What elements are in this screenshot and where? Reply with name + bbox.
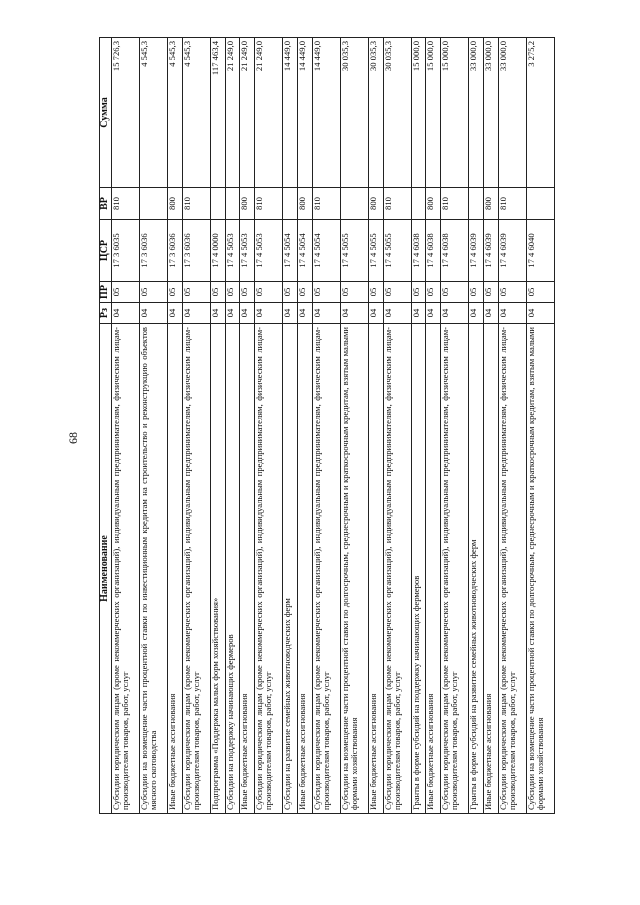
cell-rz: 04 <box>469 303 484 324</box>
cell-pr: 05 <box>167 282 182 303</box>
cell-pr: 05 <box>483 282 498 303</box>
page-number: 68 <box>66 432 80 444</box>
cell-csr: 17 3 6036 <box>167 220 182 282</box>
cell-name: Иные бюджетные ассигнования <box>167 324 182 814</box>
cell-vr <box>139 188 167 220</box>
cell-csr: 17 4 6038 <box>441 220 469 282</box>
cell-pr: 05 <box>368 282 383 303</box>
cell-sum: 15 726,3 <box>111 38 139 188</box>
cell-csr: 17 4 5054 <box>312 220 340 282</box>
cell-vr <box>283 188 298 220</box>
cell-sum: 21 249,0 <box>225 38 240 188</box>
cell-vr <box>526 188 554 220</box>
cell-csr: 17 4 6039 <box>469 220 484 282</box>
cell-pr: 05 <box>139 282 167 303</box>
cell-csr: 17 4 0000 <box>210 220 225 282</box>
column-header-sum: Сумма <box>100 38 112 188</box>
cell-name: Субсидии юридическим лицам (кроме некоммерческих организаций), индивидуальным предпринимателям, физическим лицам-производителям товаров, работ, услуг <box>182 324 210 814</box>
table-row <box>483 38 498 814</box>
column-header-pr: ПР <box>100 282 112 303</box>
cell-pr: 05 <box>297 282 312 303</box>
cell-vr: 810 <box>312 188 340 220</box>
cell-sum: 15 000,0 <box>426 38 441 188</box>
cell-name: Субсидии юридическим лицам (кроме некоммерческих организаций), индивидуальным предпринимателям, физическим лицам-производителям товаров, работ, услуг <box>111 324 139 814</box>
cell-vr: 800 <box>297 188 312 220</box>
table-row <box>498 38 526 814</box>
cell-name: Подпрограмма «Поддержка малых форм хозяйствования» <box>210 324 225 814</box>
cell-name: Субсидии на возмещение части процентной ставки по инвестиционным кредитам на строительство и реконструкцию объектов мясного скотоводства <box>139 324 167 814</box>
cell-csr: 17 4 5054 <box>283 220 298 282</box>
cell-pr: 05 <box>283 282 298 303</box>
table-row <box>469 38 484 814</box>
cell-pr: 05 <box>469 282 484 303</box>
cell-rz: 04 <box>483 303 498 324</box>
table-row <box>182 38 210 814</box>
cell-name: Иные бюджетные ассигнования <box>483 324 498 814</box>
cell-pr: 05 <box>182 282 210 303</box>
cell-csr: 17 4 5053 <box>240 220 255 282</box>
column-header-name: Наименование <box>100 324 112 814</box>
cell-rz: 04 <box>139 303 167 324</box>
cell-name: Гранты в форме субсидий на развитие семейных животноводческих ферм <box>469 324 484 814</box>
cell-sum: 21 249,0 <box>255 38 283 188</box>
cell-rz: 04 <box>526 303 554 324</box>
cell-vr: 810 <box>498 188 526 220</box>
cell-rz: 04 <box>340 303 368 324</box>
cell-vr: 800 <box>368 188 383 220</box>
cell-csr: 17 4 6039 <box>483 220 498 282</box>
cell-csr: 17 4 5055 <box>383 220 411 282</box>
cell-name: Субсидии юридическим лицам (кроме некоммерческих организаций), индивидуальным предпринимателям, физическим лицам-производителям товаров, работ, услуг <box>312 324 340 814</box>
cell-rz: 04 <box>240 303 255 324</box>
cell-name: Иные бюджетные ассигнования <box>368 324 383 814</box>
cell-sum: 3 275,2 <box>526 38 554 188</box>
column-header-rz: Рз <box>100 303 112 324</box>
table-row <box>526 38 554 814</box>
cell-sum: 33 000,0 <box>469 38 484 188</box>
rotated-table-container <box>99 38 555 814</box>
cell-name: Субсидии юридическим лицам (кроме некоммерческих организаций), индивидуальным предпринимателям, физическим лицам-производителям товаров, работ, услуг <box>383 324 411 814</box>
cell-rz: 04 <box>225 303 240 324</box>
column-header-csr: ЦСР <box>100 220 112 282</box>
cell-pr: 05 <box>312 282 340 303</box>
cell-sum: 14 449,0 <box>297 38 312 188</box>
cell-vr <box>210 188 225 220</box>
cell-csr: 17 4 6040 <box>526 220 554 282</box>
table-row <box>225 38 240 814</box>
cell-rz: 04 <box>210 303 225 324</box>
cell-name: Гранты в форме субсидий на поддержку начинающих фермеров <box>411 324 426 814</box>
cell-vr <box>469 188 484 220</box>
cell-rz: 04 <box>426 303 441 324</box>
cell-rz: 04 <box>441 303 469 324</box>
cell-sum: 33 000,0 <box>498 38 526 188</box>
cell-name: Субсидии на поддержку начинающих фермеров <box>225 324 240 814</box>
cell-csr: 17 4 5054 <box>297 220 312 282</box>
cell-name: Субсидии юридическим лицам (кроме некоммерческих организаций), индивидуальным предпринимателям, физическим лицам-производителям товаров, работ, услуг <box>255 324 283 814</box>
table-header-row <box>100 38 112 814</box>
cell-sum: 21 249,0 <box>240 38 255 188</box>
cell-pr: 05 <box>340 282 368 303</box>
table-row <box>240 38 255 814</box>
budget-table <box>99 37 555 814</box>
table-row <box>139 38 167 814</box>
table-row <box>111 38 139 814</box>
cell-vr <box>225 188 240 220</box>
cell-sum: 4 545,3 <box>182 38 210 188</box>
cell-rz: 04 <box>167 303 182 324</box>
cell-pr: 05 <box>526 282 554 303</box>
table-row <box>297 38 312 814</box>
cell-sum: 15 000,0 <box>441 38 469 188</box>
cell-name: Субсидии юридическим лицам (кроме некоммерческих организаций), индивидуальным предпринимателям, физическим лицам-производителям товаров, работ, услуг <box>498 324 526 814</box>
cell-name: Иные бюджетные ассигнования <box>297 324 312 814</box>
cell-sum: 4 545,3 <box>139 38 167 188</box>
cell-csr: 17 4 6038 <box>426 220 441 282</box>
cell-name: Субсидии на возмещение части процентной ставки по долгосрочным, среднесрочным и краткосрочным кредитам, взятым малыми формами хозяйствования <box>526 324 554 814</box>
cell-sum: 30 035,3 <box>383 38 411 188</box>
cell-pr: 05 <box>111 282 139 303</box>
cell-name: Субсидии на развитие семейных животноводческих ферм <box>283 324 298 814</box>
cell-vr: 800 <box>483 188 498 220</box>
cell-name: Иные бюджетные ассигнования <box>240 324 255 814</box>
cell-pr: 05 <box>383 282 411 303</box>
cell-pr: 05 <box>240 282 255 303</box>
cell-vr <box>411 188 426 220</box>
table-row <box>283 38 298 814</box>
table-row <box>340 38 368 814</box>
cell-vr: 800 <box>426 188 441 220</box>
table-row <box>312 38 340 814</box>
cell-csr: 17 3 6035 <box>111 220 139 282</box>
cell-csr: 17 3 6036 <box>182 220 210 282</box>
cell-rz: 04 <box>383 303 411 324</box>
cell-sum: 14 449,0 <box>312 38 340 188</box>
cell-rz: 04 <box>111 303 139 324</box>
cell-vr: 810 <box>111 188 139 220</box>
table-row <box>411 38 426 814</box>
cell-pr: 05 <box>441 282 469 303</box>
table-row <box>167 38 182 814</box>
table-body <box>111 38 554 814</box>
cell-vr: 810 <box>383 188 411 220</box>
table-row <box>383 38 411 814</box>
table-row <box>426 38 441 814</box>
cell-rz: 04 <box>312 303 340 324</box>
cell-csr: 17 4 5055 <box>368 220 383 282</box>
cell-pr: 05 <box>426 282 441 303</box>
cell-csr: 17 4 5053 <box>225 220 240 282</box>
table-row <box>255 38 283 814</box>
cell-rz: 04 <box>297 303 312 324</box>
cell-vr: 800 <box>167 188 182 220</box>
cell-sum: 30 035,3 <box>340 38 368 188</box>
cell-rz: 04 <box>255 303 283 324</box>
table-row <box>368 38 383 814</box>
cell-csr: 17 4 6039 <box>498 220 526 282</box>
cell-vr: 810 <box>441 188 469 220</box>
cell-pr: 05 <box>498 282 526 303</box>
cell-sum: 4 545,3 <box>167 38 182 188</box>
cell-rz: 04 <box>182 303 210 324</box>
cell-name: Субсидии на возмещение части процентной ставки по долгосрочным, среднесрочным и краткосрочным кредитам, взятым малыми формами хозяйствования <box>340 324 368 814</box>
cell-sum: 30 035,3 <box>368 38 383 188</box>
cell-vr: 800 <box>240 188 255 220</box>
table-row <box>210 38 225 814</box>
cell-pr: 05 <box>255 282 283 303</box>
table-row <box>441 38 469 814</box>
cell-pr: 05 <box>225 282 240 303</box>
cell-sum: 117 463,4 <box>210 38 225 188</box>
cell-sum: 33 000,0 <box>483 38 498 188</box>
cell-csr: 17 4 5053 <box>255 220 283 282</box>
cell-csr: 17 4 5055 <box>340 220 368 282</box>
cell-pr: 05 <box>210 282 225 303</box>
cell-sum: 15 000,0 <box>411 38 426 188</box>
cell-name: Субсидии юридическим лицам (кроме некоммерческих организаций), индивидуальным предпринимателям, физическим лицам-производителям товаров, работ, услуг <box>441 324 469 814</box>
cell-vr: 810 <box>255 188 283 220</box>
cell-sum: 14 449,0 <box>283 38 298 188</box>
cell-rz: 04 <box>368 303 383 324</box>
cell-rz: 04 <box>283 303 298 324</box>
cell-vr: 810 <box>182 188 210 220</box>
cell-rz: 04 <box>411 303 426 324</box>
cell-vr <box>340 188 368 220</box>
cell-csr: 17 3 6036 <box>139 220 167 282</box>
cell-rz: 04 <box>498 303 526 324</box>
cell-name: Иные бюджетные ассигнования <box>426 324 441 814</box>
cell-pr: 05 <box>411 282 426 303</box>
cell-csr: 17 4 6038 <box>411 220 426 282</box>
column-header-vr: ВР <box>100 188 112 220</box>
